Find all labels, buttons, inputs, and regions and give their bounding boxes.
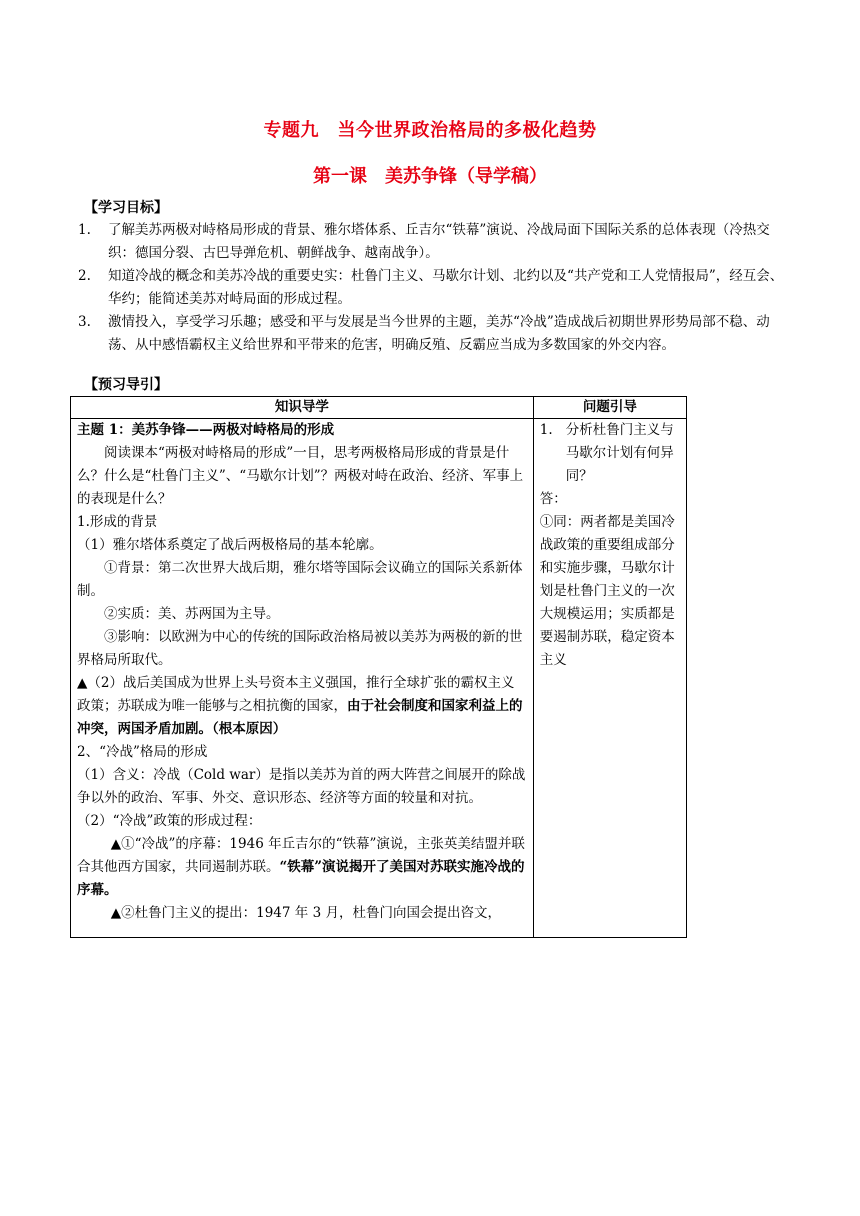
topic-heading: 主题 1：美苏争锋——两极对峙格局的形成 — [77, 422, 335, 438]
preview-heading: 【预习导引】 — [84, 377, 168, 393]
objective-text: 激情投入，享受学习乐趣；感受和平与发展是当今世界的主题，美苏“冷战”造成战后初期世界形势局部不稳、动荡、从中感悟霸权主义给世界和平带来的危害，明确反殖、反霸应当成为多数国家的外交内容。 — [108, 314, 770, 353]
section-heading: 2、“冷战”格局的形成 — [77, 744, 208, 760]
objectives-list — [78, 219, 790, 357]
question-item — [540, 419, 680, 488]
objective-text: 知道冷战的概念和美苏冷战的重要史实：杜鲁门主义、马歇尔计划、北约以及“共产党和工人党情报局”，经互会、华约；能简述美苏对峙局面的形成过程。 — [108, 268, 784, 307]
emphasis-text: “铁幕”演说揭开了美国对苏联实施冷战的序幕。 — [77, 859, 525, 898]
section-heading: 1.形成的背景 — [77, 514, 158, 530]
column-header-knowledge: 知识导学 — [71, 397, 534, 419]
objective-number: 2. — [78, 268, 91, 284]
question-cell — [533, 419, 686, 938]
objective-text: 了解美苏两极对峙格局形成的背景、雅尔塔体系、丘吉尔“铁幕”演说、冷战局面下国际关系的总体表现（冷热交织：德国分裂、古巴导弹危机、朝鲜战争、越南战争）。 — [108, 222, 770, 261]
root-cause-paragraph — [77, 672, 527, 741]
definition-text: （1）含义：冷战（Cold war）是指以美苏为首的两大阵营之间展开的除战争以外的政治、军事、外交、意识形态、经济等方面的较量和对抗。 — [77, 767, 526, 806]
answer-text: ①同：两者都是美国冷战政策的重要组成部分和实施步骤，马歇尔计划是杜鲁门主义的一次大规模运用；实质都是要遏制苏联，稳定资本主义 — [539, 514, 675, 668]
objective-item — [78, 219, 790, 265]
emphasis-text: 由于社会制度和国家利益上的冲突，两国矛盾加剧。（根本原因） — [77, 698, 523, 737]
table-row — [71, 419, 687, 938]
column-header-questions: 问题引导 — [533, 397, 686, 419]
point-text: ③影响：以欧洲为中心的传统的国际政治格局被以美苏为两极的新的世界格局所取代。 — [77, 629, 523, 668]
point-text: ②实质：美、苏两国为主导。 — [104, 606, 280, 622]
question-text: 分析杜鲁门主义与马歇尔计划有何异同？ — [565, 422, 674, 484]
objective-number: 3. — [78, 314, 91, 330]
answer-label: 答： — [539, 491, 567, 507]
subsection-text: （1）雅尔塔体系奠定了战后两极格局的基本轮廓。 — [77, 537, 383, 553]
point-text: ▲②杜鲁门主义的提出：1947 年 3 月，杜鲁门向国会提出咨文， — [110, 905, 501, 921]
objectives-heading: 【学习目标】 — [84, 200, 168, 216]
objective-item — [78, 311, 790, 357]
knowledge-cell — [71, 419, 534, 938]
objective-number: 1. — [78, 222, 91, 238]
topic-title: 专题九 当今世界政治格局的多极化趋势 — [263, 120, 597, 141]
objective-item — [78, 265, 790, 311]
subsection-text: （2）“冷战”政策的形成过程： — [77, 813, 262, 829]
guide-table — [70, 396, 687, 938]
lesson-title: 第一课 美苏争锋（导学稿） — [313, 166, 547, 187]
paragraph-text: ▲①“冷战”的序幕：1946 年丘吉尔的“铁幕”演说，主张英美结盟并联合其他西方国家，共同遏制苏联。 — [77, 836, 525, 875]
point-text: ①背景：第二次世界大战后期，雅尔塔等国际会议确立的国际关系新体制。 — [77, 560, 523, 599]
intro-paragraph: 阅读课本“两极对峙格局的形成”一目，思考两极格局形成的背景是什么？什么是“杜鲁门主义”、“马歇尔计划”？两极对峙在政治、经济、军事上的表现是什么？ — [77, 445, 524, 507]
question-number: 1. — [539, 422, 553, 438]
table-header-row — [71, 397, 687, 419]
paragraph-text: ▲（2）战后美国成为世界上头号资本主义强国，推行全球扩张的霸权主义政策；苏联成为唯一能够与之相抗衡的国家， — [77, 675, 515, 714]
prelude-paragraph — [77, 833, 527, 902]
